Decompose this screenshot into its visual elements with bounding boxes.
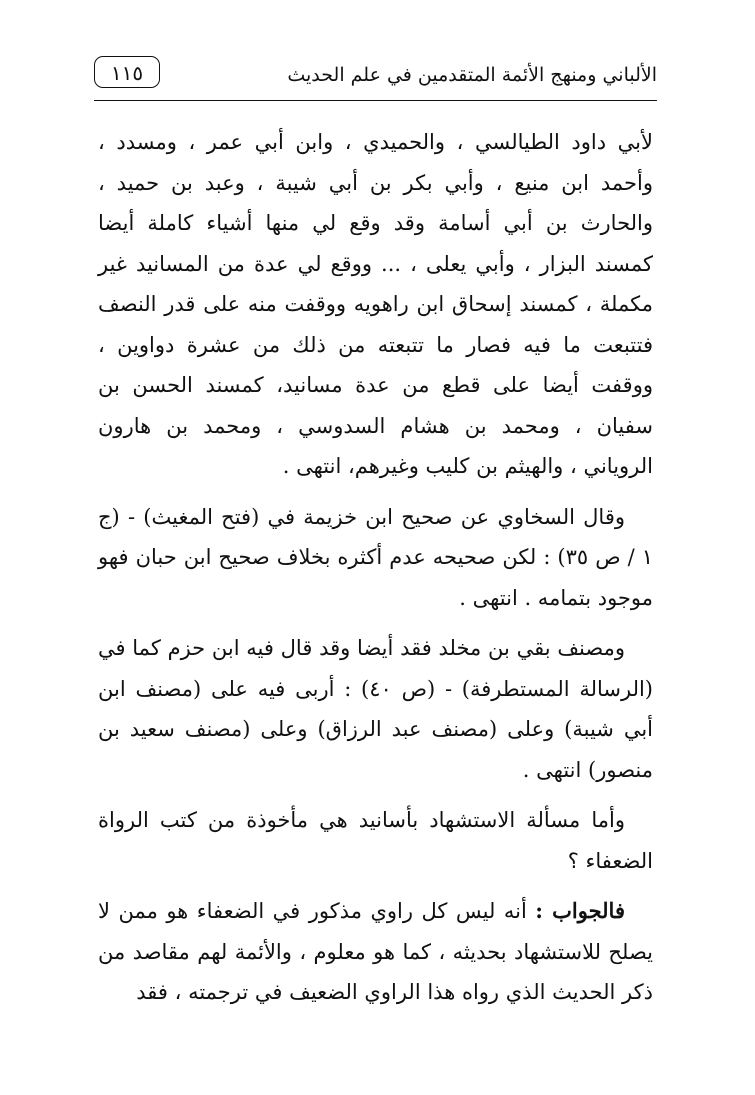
paragraph-answer: [98, 891, 653, 1013]
page-header: [94, 56, 657, 96]
running-title: الألباني ومنهج الأئمة المتقدمين في علم الحديث: [287, 64, 657, 86]
header-rule: [94, 100, 657, 101]
paragraph-question: وأما مسألة الاستشهاد بأسانيد هي مأخوذة من كتب الرواة الضعفاء ؟: [98, 808, 653, 873]
answer-text: أنه ليس كل راوي مذكور في الضعفاء هو ممن لا يصلح للاستشهاد بحديثه ، كما هو معلوم ، والأئمة لهم مقاصد من ذكر الحديث الذي رواه هذا الراوي الضعيف في ترجمته ، فقد: [98, 899, 653, 1004]
paragraph-sakhawi: وقال السخاوي عن صحيح ابن خزيمة في (فتح المغيث) - (ج ١ / ص ٣٥) : لكن صحيحه عدم أكثره بخلاف صحيح ابن حبان فهو موجود بتمامه . انتهى .: [98, 504, 653, 610]
paragraph-baqi-ibn-makhlad: ومصنف بقي بن مخلد فقد أيضا وقد قال فيه ابن حزم كما في (الرسالة المستطرفة) - (ص ٤٠) : أربى فيه على (مصنف ابن أبي شيبة) وعلى (مصنف عبد الرزاق) وعلى (مصنف سعيد بن منصور) انتهى .: [98, 636, 653, 782]
body-text: [98, 122, 653, 1023]
page-number: ١١٥: [94, 56, 160, 88]
answer-lead: فالجواب :: [535, 898, 625, 923]
paragraph-continuation: لأبي داود الطيالسي ، والحميدي ، وابن أبي عمر ، ومسدد ، وأحمد ابن منيع ، وأبي بكر بن أبي شيبة ، وعبد بن حميد ، والحارث بن أبي أسامة وقد وقع لي منها أشياء كاملة أيضا كمسند البزار ، وأبي يعلى ، ... ووقع لي عدة من المسانيد غير مكملة ، كمسند إسحاق ابن راهويه ووقفت منه على قدر النصف فتتبعت ما فيه فصار ما تتبعته من ذلك من عشرة دواوين ، ووقفت أيضا على قطع من عدة مسانيد، كمسند الحسن بن سفيان ، ومحمد بن هشام السدوسي ، ومحمد بن هارون الروياني ، والهيثم بن كليب وغيرهم، انتهى .: [98, 130, 653, 478]
